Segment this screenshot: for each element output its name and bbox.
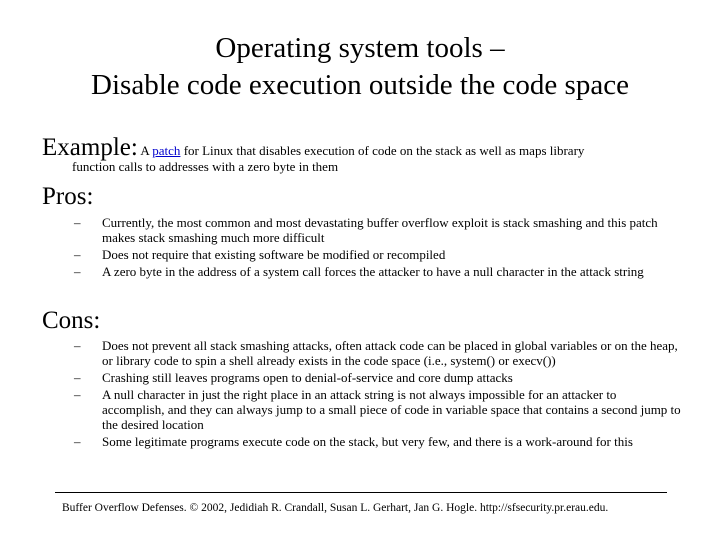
pros-heading: Pros: xyxy=(42,183,94,210)
cons-item xyxy=(0,387,682,432)
cons-heading: Cons: xyxy=(42,307,101,334)
pros-item xyxy=(0,264,682,279)
bullet-dash: – xyxy=(74,215,81,230)
bullet-dash: – xyxy=(74,387,81,402)
pros-item-text: Does not require that existing software be modified or recompiled xyxy=(102,247,446,262)
example-text xyxy=(138,143,585,158)
patch-link[interactable]: patch xyxy=(152,143,181,158)
bullet-dash: – xyxy=(74,264,81,279)
pros-list xyxy=(0,215,682,281)
bullet-dash: – xyxy=(74,434,81,449)
slide-title-line-1: Operating system tools – xyxy=(215,32,505,64)
pros-item-text: A zero byte in the address of a system call forces the attacker to have a null character in the attack string xyxy=(102,264,644,279)
example-section xyxy=(42,135,584,161)
cons-item-text: Does not prevent all stack smashing attacks, often attack code can be placed in global variables or on the heap, or library code to spin a shell already exists in the code space (i.e., system() or execv()) xyxy=(102,338,678,368)
example-pre-link: A xyxy=(137,143,153,158)
cons-item xyxy=(0,338,682,368)
cons-item xyxy=(0,370,682,385)
cons-item-text: Some legitimate programs execute code on the stack, but very few, and there is a work-around for this xyxy=(102,434,633,449)
bullet-dash: – xyxy=(74,247,81,262)
example-heading: Example: xyxy=(42,134,138,161)
example-post-link: for Linux that disables execution of code on the stack as well as maps library xyxy=(180,143,585,158)
pros-item xyxy=(0,215,682,245)
cons-list xyxy=(0,338,682,451)
footer-divider xyxy=(55,492,667,493)
bullet-dash: – xyxy=(74,338,81,353)
pros-item-text: Currently, the most common and most devastating buffer overflow exploit is stack smashing and this patch makes stack smashing much more difficult xyxy=(102,215,658,245)
footer-citation: Buffer Overflow Defenses. © 2002, Jedidiah R. Crandall, Susan L. Gerhart, Jan G. Hogle. http://sfsecurity.pr.erau.edu. xyxy=(62,502,609,514)
slide-title xyxy=(0,30,720,104)
example-continuation: function calls to addresses with a zero byte in them xyxy=(72,159,339,174)
bullet-dash: – xyxy=(74,370,81,385)
pros-item xyxy=(0,247,682,262)
cons-item xyxy=(0,434,682,449)
cons-item-text: Crashing still leaves programs open to denial-of-service and core dump attacks xyxy=(102,370,513,385)
cons-item-text: A null character in just the right place in an attack string is not always impossible for an attacker to accomplish, and they can always jump to a small piece of code in variable space that contains a second jump to the desired location xyxy=(102,387,681,432)
slide-title-line-2: Disable code execution outside the code space xyxy=(91,69,629,101)
